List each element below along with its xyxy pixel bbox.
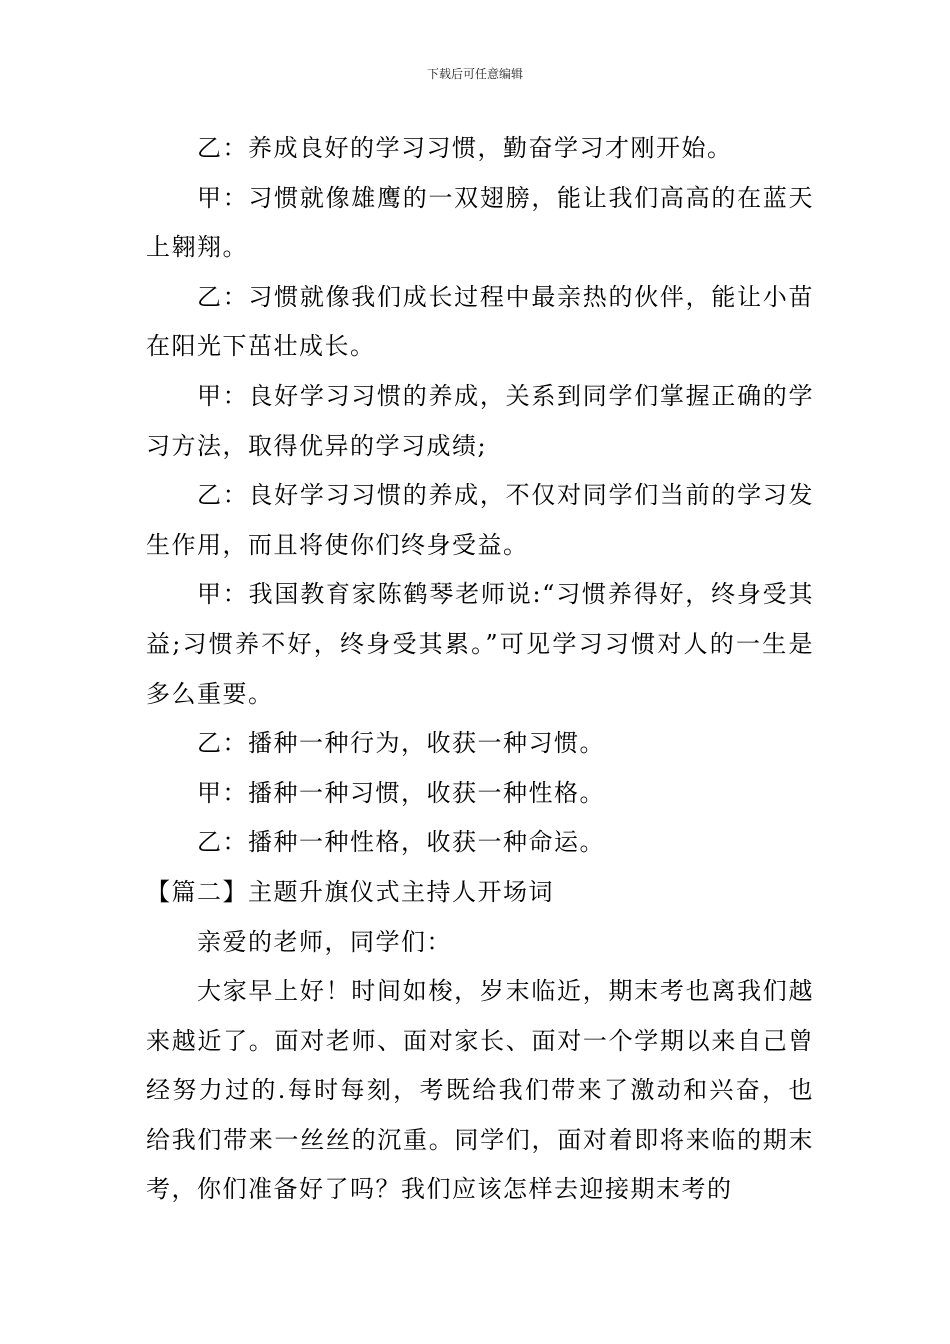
paragraph: 乙：良好学习习惯的养成，不仅对同学们当前的学习发生作用，而且将使你们终身受益。 xyxy=(146,481,814,559)
paragraph: 甲：我国教育家陈鹤琴老师说:“习惯养得好，终身受其益;习惯养不好，终身受其累。”可见学习习惯对人的一生是多么重要。 xyxy=(146,580,814,708)
paragraph: 甲：播种一种习惯，收获一种性格。 xyxy=(197,778,605,807)
paragraph: 乙：播种一种性格，收获一种命运。 xyxy=(197,828,605,857)
document-body xyxy=(146,124,814,1215)
section-heading: 【篇二】主题升旗仪式主持人开场词 xyxy=(146,877,554,906)
page-header: 下载后可任意编辑 xyxy=(426,67,523,81)
paragraph: 乙：养成良好的学习习惯，勤奋学习才刚开始。 xyxy=(197,134,733,162)
greeting: 亲爱的老师，同学们： xyxy=(197,927,452,956)
paragraph: 甲：良好学习习惯的养成，关系到同学们掌握正确的学习方法，取得优异的学习成绩; xyxy=(146,381,814,460)
paragraph: 乙：播种一种行为，收获一种习惯。 xyxy=(197,729,605,758)
paragraph: 甲：习惯就像雄鹰的一双翅膀，能让我们高高的在蓝天上翱翔。 xyxy=(146,183,814,262)
paragraph: 大家早上好！时间如梭，岁末临近，期末考也离我们越来越近了。面对老师、面对家长、面对一个学期以来自己曾经努力过的.每时每刻，考既给我们带来了激动和兴奋，也给我们带来一丝丝的沉重。同学们，面对着即将来临的期末考，你们准备好了吗？我们应该怎样去迎接期末考的 xyxy=(146,977,814,1204)
paragraph: 乙：习惯就像我们成长过程中最亲热的伙伴，能让小苗在阳光下茁壮成长。 xyxy=(146,282,814,361)
